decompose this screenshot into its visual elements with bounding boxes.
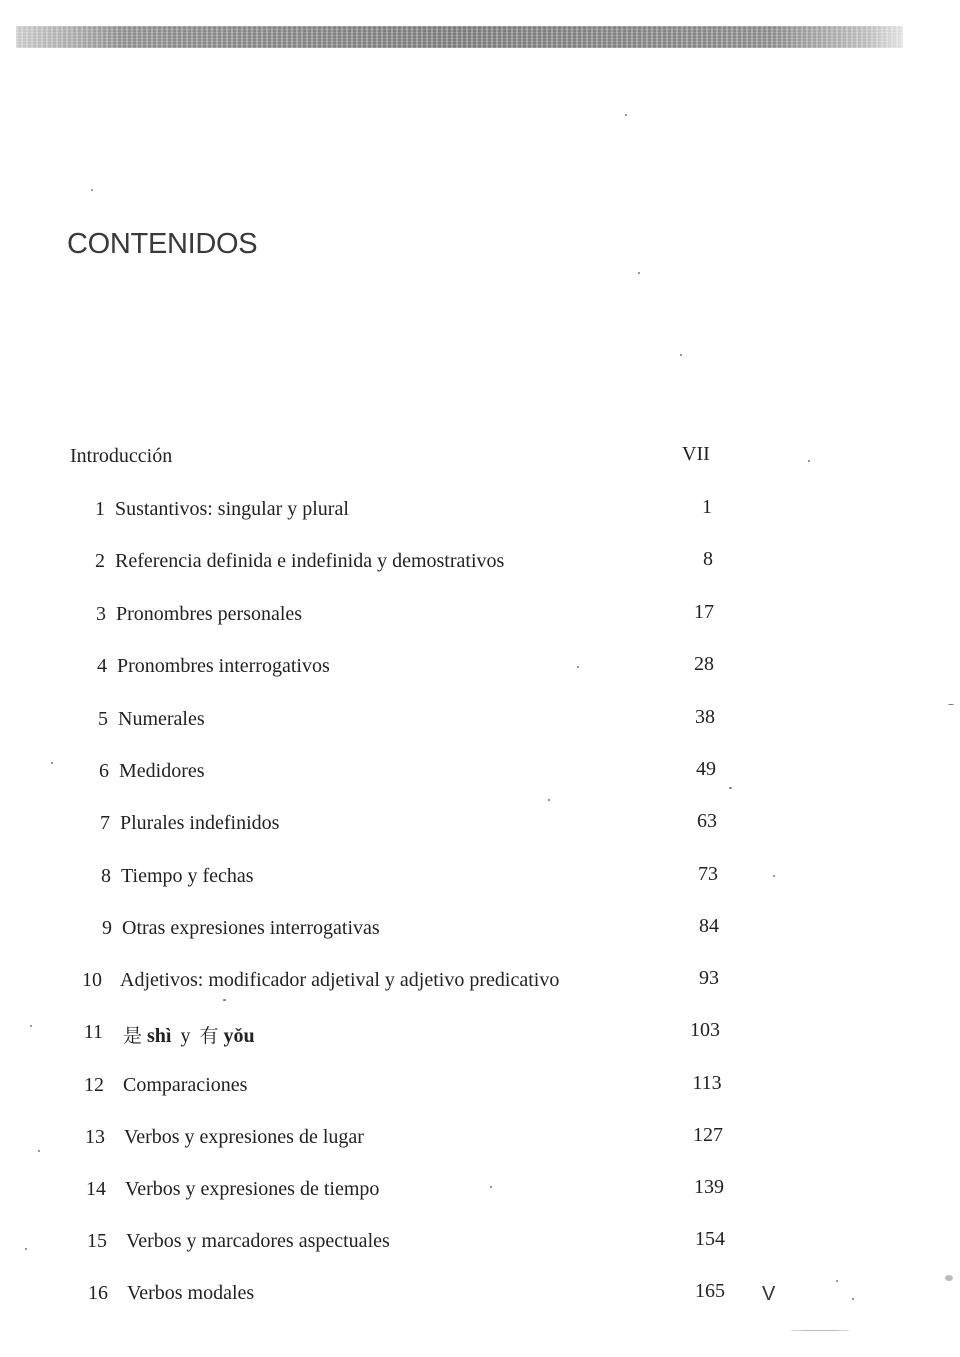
toc-entry-page: 1 <box>702 496 712 518</box>
toc-entry-number: 13 <box>85 1126 105 1148</box>
toc-entry-number: 9 <box>102 917 112 939</box>
introduction-label: Introducción <box>70 445 173 467</box>
toc-entry-page: 84 <box>699 915 719 937</box>
toc-entry-page: 103 <box>690 1019 720 1041</box>
scan-speck <box>51 762 53 764</box>
toc-entry-title: Verbos y marcadores aspectuales <box>126 1230 390 1252</box>
toc-entry-title <box>123 1021 255 1048</box>
page-number: V <box>762 1283 776 1305</box>
toc-entry-page: 49 <box>696 758 716 780</box>
toc-entry-number: 7 <box>100 812 110 834</box>
scan-speck <box>490 1186 492 1188</box>
toc-entry-title: Numerales <box>118 708 205 730</box>
toc-entry-number: 11 <box>83 1021 103 1043</box>
scan-speck <box>625 114 627 116</box>
scan-speck <box>945 1275 953 1281</box>
toc-entry-pinyin: shì <box>147 1025 172 1047</box>
toc-entry-number: 8 <box>101 865 111 887</box>
toc-entry-title: Plurales indefinidos <box>120 812 280 834</box>
toc-entry-page: 28 <box>694 653 714 675</box>
scan-speck <box>38 1150 40 1152</box>
scan-speck <box>223 999 226 1001</box>
toc-entry-page: 127 <box>693 1124 723 1146</box>
toc-entry-chinese-char: 有 <box>199 1025 219 1047</box>
scan-speck <box>548 799 550 801</box>
toc-entry-number: 5 <box>98 708 108 730</box>
toc-entry-number: 15 <box>87 1230 107 1252</box>
contents-heading: CONTENIDOS <box>67 228 258 260</box>
toc-entry-page: 113 <box>692 1072 722 1094</box>
toc-entry-chinese-char: 是 <box>123 1025 143 1047</box>
toc-entry-title: Otras expresiones interrogativas <box>122 917 380 939</box>
scan-speck <box>948 704 954 705</box>
toc-entry-title: Verbos modales <box>127 1282 255 1304</box>
toc-entry-number: 12 <box>84 1074 104 1096</box>
toc-entry-title: Adjetivos: modificador adjetival y adjetivo predicativo <box>120 969 560 991</box>
scan-speck <box>680 354 682 356</box>
scan-speck <box>790 1330 850 1331</box>
toc-entry-number: 10 <box>82 969 102 991</box>
toc-entry-title: Verbos y expresiones de tiempo <box>125 1178 380 1200</box>
toc-entry-page: 73 <box>698 863 718 885</box>
toc-entry-number: 16 <box>88 1282 108 1304</box>
toc-entry-title: Pronombres personales <box>116 603 303 625</box>
scan-speck <box>808 460 810 462</box>
toc-entry-conjunction: y <box>180 1025 191 1047</box>
toc-entry-page: 139 <box>694 1176 724 1198</box>
toc-entry-page: 165 <box>695 1280 725 1302</box>
toc-entry-number: 3 <box>96 603 106 625</box>
scan-speck <box>729 787 732 789</box>
toc-entry-title: Medidores <box>119 760 205 782</box>
scan-speck <box>30 1025 32 1027</box>
toc-entry-page: 38 <box>695 706 715 728</box>
toc-entry-title: Verbos y expresiones de lugar <box>124 1126 364 1148</box>
toc-entry-title: Tiempo y fechas <box>121 865 254 887</box>
toc-entry-number: 1 <box>95 498 105 520</box>
toc-entry-title: Pronombres interrogativos <box>117 655 330 677</box>
toc-entry-number: 6 <box>99 760 109 782</box>
toc-entry-page: 93 <box>699 967 719 989</box>
toc-entry-page: 154 <box>695 1228 725 1250</box>
scan-speck <box>836 1280 838 1282</box>
scan-speck <box>25 1248 27 1250</box>
toc-entry-page: 63 <box>697 810 717 832</box>
scan-speck <box>852 1298 854 1300</box>
toc-entry-pinyin: yǒu <box>223 1025 255 1047</box>
toc-entry-title: Comparaciones <box>123 1074 248 1096</box>
scan-speck <box>577 666 579 668</box>
toc-entry-number: 2 <box>95 550 105 572</box>
introduction-page: VII <box>682 443 710 465</box>
toc-entry-title: Referencia definida e indefinida y demostrativos <box>115 550 505 572</box>
toc-entry-page: 17 <box>694 601 714 623</box>
scan-speck <box>638 272 640 274</box>
toc-entry-number: 14 <box>86 1178 106 1200</box>
scan-speck <box>773 875 775 877</box>
toc-entry-title: Sustantivos: singular y plural <box>115 498 349 520</box>
scanned-header-bar <box>16 26 903 48</box>
toc-entry-number: 4 <box>97 655 107 677</box>
toc-entry-page: 8 <box>703 548 713 570</box>
scan-speck <box>91 189 93 191</box>
